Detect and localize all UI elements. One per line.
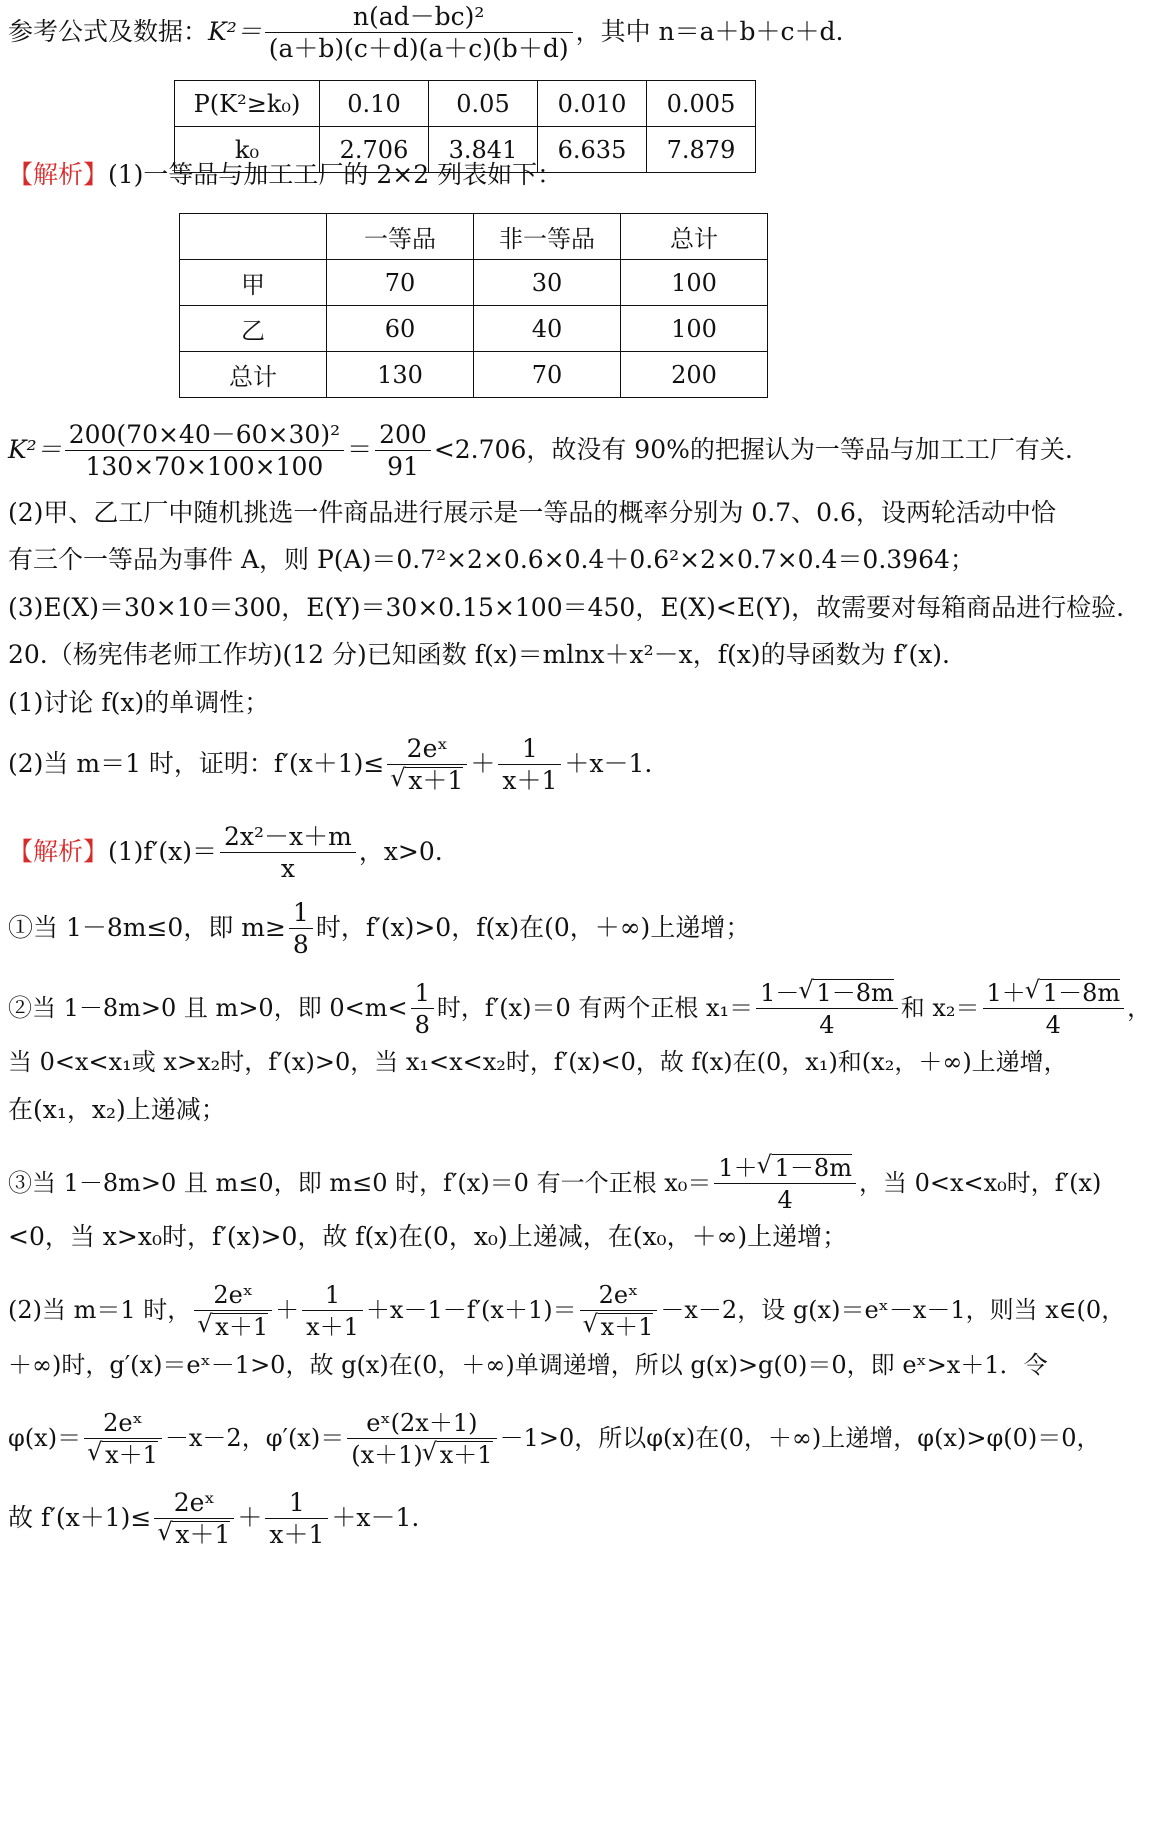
- table-k-row1-label: P(K²≥k₀): [175, 81, 320, 127]
- part2-line2: 有三个一等品为事件 A，则 P(A)＝0.7²×2×0.6×0.4＋0.6²×2×0.7×0.4＝0.3964；: [8, 545, 975, 574]
- case2-line1: ②当 1－8m>0 且 m>0，即 0<m< $\frac{1}{8}$ 时，f′(x)＝0 有两个正根 x₁＝ $\frac{1-√ 1-8m}{4}$ 和 x₂＝ $\frac{1+√ 1-8m}{4}$ ，: [8, 978, 1151, 1041]
- root-x2-fraction: $\frac{1+√ 1-8m}{4}$: [983, 978, 1125, 1041]
- k2-calc-fraction: $\frac{\text{200(70×40－60×30)²}}{130\times 70\times 100\times 100}$: [65, 420, 344, 483]
- table-row: 总计 130 70 200: [180, 352, 768, 398]
- k2-result-fraction: $\frac{200}{91}$: [375, 420, 431, 483]
- question20-stem: 20.（杨宪伟老师工作坊)(12 分)已知函数 f(x)＝mlnx＋x²－x，f(x)的导函数为 f′(x).: [8, 640, 950, 669]
- solution-tag: 【解析】: [8, 160, 109, 189]
- case2-line2: 当 0<x<x₁或 x>x₂时，f′(x)>0，当 x₁<x<x₂时，f′(x)<0，故 f(x)在(0，x₁)和(x₂，＋∞)上递增，: [8, 1048, 1068, 1076]
- table-row: 甲 70 30 100: [180, 260, 768, 306]
- part2-proof-line2: ＋∞)时，g′(x)＝eˣ－1>0，故 g(x)在(0，＋∞)单调递增，所以 g(x)>g(0)＝0，即 eˣ>x＋1．令: [8, 1351, 1048, 1379]
- reference-formula-line: [8, 2, 844, 65]
- question20-part1: (1)讨论 f(x)的单调性；: [8, 688, 270, 717]
- table-row: 乙 60 40 100: [180, 306, 768, 352]
- q20-frac-2: $\frac{1}{x+1}$: [498, 734, 561, 797]
- phi-line: φ(x)＝ 2eˣ √ x＋1 －x－2，φ′(x)＝ $\frac{\text{eˣ(2x＋1)}}{(x+1)√ x+1}$ －1>0，所以φ(x)在(0，＋∞)上递增，φ(x)>φ(0)＝0，: [8, 1408, 1101, 1471]
- ref-suffix: ，其中 n＝a＋b＋c＋d.: [575, 17, 844, 46]
- root-x1-fraction: $\frac{1-√ 1-8m}{4}$: [756, 978, 898, 1041]
- question20-part2: (2)当 m＝1 时，证明：f′(x＋1)≤ 2eˣ √ x＋1 ＋ $\frac{1}{x+1}$ ＋x－1.: [8, 734, 652, 797]
- k2-lhs: K²＝: [208, 17, 262, 46]
- k2-formula-fraction: $\frac{\text{n(ad－bc)²}}{(a+b)(c+d)(a+c)(b+d)}$: [265, 2, 573, 65]
- critical-value-table: P(K²≥k₀) 0.10 0.05 0.010 0.005 k₀ 2.706 3.841 6.635 7.879: [174, 80, 756, 173]
- part2-line1: (2)甲、乙工厂中随机挑选一件商品进行展示是一等品的概率分别为 0.7、0.6，设两轮活动中恰: [8, 498, 1056, 527]
- ref-prefix: 参考公式及数据：: [8, 17, 209, 46]
- table-k-row2-label: k₀: [175, 127, 320, 173]
- case3-line2: <0，当 x>x₀时，f′(x)>0，故 f(x)在(0，x₀)上递减，在(x₀，＋∞)上递增；: [8, 1222, 848, 1251]
- part2-proof-line1: (2)当 m＝1 时， 2eˣ √ x＋1 ＋ $\frac{1}{x+1}$ ＋x－1－f′(x＋1)＝ 2eˣ √ x＋1 －x－2，设 g(x)＝eˣ－x－1，则当 x∈(0，: [8, 1280, 1125, 1343]
- root-x0-fraction: $\frac{1+√ 1-8m}{4}$: [714, 1153, 856, 1216]
- phi-derivative-fraction: $\frac{\text{eˣ(2x＋1)}}{(x+1)√ x+1}$: [347, 1408, 496, 1471]
- k2-calculation-line: K²＝ $\frac{\text{200(70×40－60×30)²}}{130\times 70\times 100\times 100}$ ＝ $\frac{200}{91}$ <2.706，故没有 90%的把握认为一等品与加工工厂有关.: [8, 420, 1073, 481]
- conclusion-line: 故 f′(x＋1)≤ 2eˣ √ x＋1 ＋ $\frac{1}{x+1}$ ＋x－1.: [8, 1488, 419, 1551]
- derivative-fraction: $\frac{\text{2x²－x＋m}}{x}$: [220, 822, 356, 885]
- case3-line1: ③当 1－8m>0 且 m≤0，即 m≤0 时，f′(x)＝0 有一个正根 x₀＝ $\frac{1+√ 1-8m}{4}$ ，当 0<x<x₀时，f′(x): [8, 1153, 1101, 1216]
- part3-line: (3)E(X)＝30×10＝300，E(Y)＝30×0.15×100＝450，E(X)<E(Y)，故需要对每箱商品进行检验.: [8, 593, 1125, 622]
- solution-tag: 【解析】: [8, 837, 109, 866]
- case1-line: ①当 1－8m≤0，即 m≥ $\frac{1}{8}$ 时，f′(x)>0，f(x)在(0，＋∞)上递增；: [8, 898, 751, 959]
- case2-line3: 在(x₁，x₂)上递减；: [8, 1095, 226, 1124]
- q20-frac-1: 2eˣ √ x＋1: [387, 734, 467, 797]
- contingency-table: 一等品 非一等品 总计 甲 70 30 100 乙 60 40 100 总计 130 70 200: [179, 213, 768, 398]
- solution1-heading: 【解析】(1)一等品与加工工厂的 2×2 列表如下：: [8, 160, 563, 189]
- solution20-derivative: 【解析】(1)f′(x)＝ $\frac{\text{2x²－x＋m}}{x}$ ，x>0.: [8, 822, 443, 883]
